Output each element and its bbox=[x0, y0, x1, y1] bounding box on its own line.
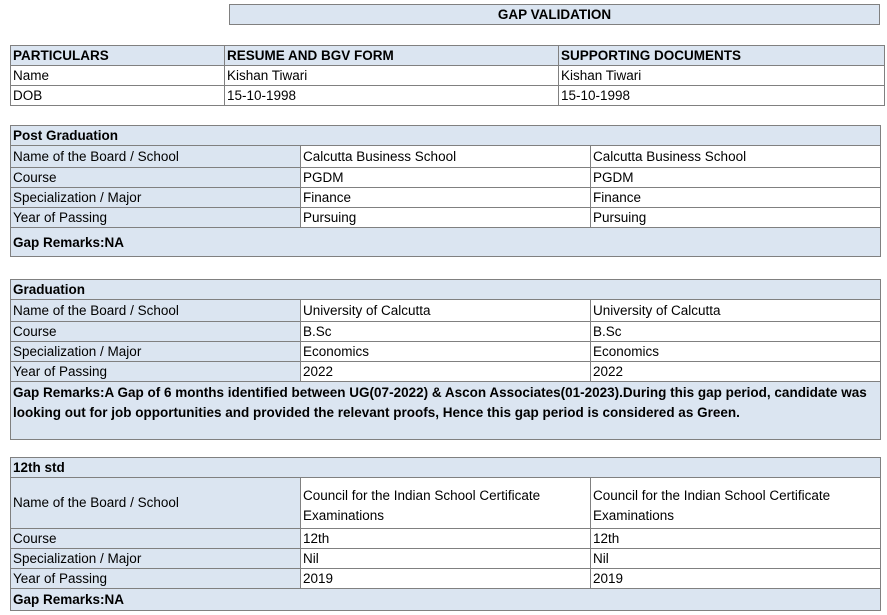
header-row bbox=[11, 46, 885, 66]
row-label: Course bbox=[11, 322, 301, 342]
row-docs: 2022 bbox=[591, 362, 881, 382]
row-resume: 2022 bbox=[301, 362, 591, 382]
row-label: Course bbox=[11, 529, 301, 549]
row-docs: Pursuing bbox=[591, 208, 881, 228]
remarks-row bbox=[11, 589, 881, 611]
table-row bbox=[11, 342, 881, 362]
personal-table bbox=[10, 45, 885, 106]
table-row bbox=[11, 322, 881, 342]
row-docs: University of Calcutta bbox=[591, 300, 881, 322]
page-title: GAP VALIDATION bbox=[229, 4, 880, 25]
row-label: Specialization / Major bbox=[11, 549, 301, 569]
row-label: Year of Passing bbox=[11, 362, 301, 382]
row-resume: Economics bbox=[301, 342, 591, 362]
row-docs: Economics bbox=[591, 342, 881, 362]
gap-remarks: Gap Remarks:A Gap of 6 months identified between UG(07-2022) & Ascon Associates(01-2023).During this gap period, candidate was looking out for job opportunities and provided the relevant proofs, Hence this gap period is considered as Green. bbox=[11, 382, 881, 440]
gap-remarks: Gap Remarks:NA bbox=[11, 589, 881, 611]
row-resume: Nil bbox=[301, 549, 591, 569]
table-row bbox=[11, 208, 881, 228]
row-docs: PGDM bbox=[591, 168, 881, 188]
section-header-row bbox=[11, 126, 881, 146]
row-label: Specialization / Major bbox=[11, 188, 301, 208]
table-row bbox=[11, 168, 881, 188]
row-resume: Pursuing bbox=[301, 208, 591, 228]
table-row bbox=[11, 478, 881, 529]
row-label: Name bbox=[11, 66, 225, 86]
row-label: Name of the Board / School bbox=[11, 300, 301, 322]
row-label: Name of the Board / School bbox=[11, 478, 301, 529]
row-resume: Finance bbox=[301, 188, 591, 208]
table-row bbox=[11, 362, 881, 382]
table-row bbox=[11, 549, 881, 569]
row-docs: Nil bbox=[591, 549, 881, 569]
table-row bbox=[11, 86, 885, 106]
row-docs: Council for the Indian School Certificate Examinations bbox=[591, 478, 881, 529]
row-resume: Council for the Indian School Certificate Examinations bbox=[301, 478, 591, 529]
remarks-row bbox=[11, 228, 881, 257]
row-label: Name of the Board / School bbox=[11, 146, 301, 168]
row-docs: B.Sc bbox=[591, 322, 881, 342]
row-docs: Kishan Tiwari bbox=[559, 66, 885, 86]
row-resume: 12th bbox=[301, 529, 591, 549]
row-label: Specialization / Major bbox=[11, 342, 301, 362]
row-resume: Calcutta Business School bbox=[301, 146, 591, 168]
row-resume: 2019 bbox=[301, 569, 591, 589]
table-row bbox=[11, 529, 881, 549]
row-docs: Finance bbox=[591, 188, 881, 208]
table-row bbox=[11, 66, 885, 86]
section-title: Post Graduation bbox=[11, 126, 881, 146]
section-title: Graduation bbox=[11, 280, 881, 300]
gap-remarks: Gap Remarks:NA bbox=[11, 228, 881, 257]
graduation-table bbox=[10, 279, 881, 440]
row-docs: 2019 bbox=[591, 569, 881, 589]
twelfth-table bbox=[10, 457, 881, 611]
row-docs: Calcutta Business School bbox=[591, 146, 881, 168]
header-resume: RESUME AND BGV FORM bbox=[225, 46, 559, 66]
row-docs: 15-10-1998 bbox=[559, 86, 885, 106]
row-resume: University of Calcutta bbox=[301, 300, 591, 322]
section-title: 12th std bbox=[11, 458, 881, 478]
remarks-row bbox=[11, 382, 881, 440]
section-header-row bbox=[11, 458, 881, 478]
row-resume: PGDM bbox=[301, 168, 591, 188]
table-row bbox=[11, 569, 881, 589]
header-docs: SUPPORTING DOCUMENTS bbox=[559, 46, 885, 66]
row-resume: Kishan Tiwari bbox=[225, 66, 559, 86]
row-label: Year of Passing bbox=[11, 208, 301, 228]
row-label: Course bbox=[11, 168, 301, 188]
table-row bbox=[11, 300, 881, 322]
row-resume: 15-10-1998 bbox=[225, 86, 559, 106]
table-row bbox=[11, 146, 881, 168]
post-graduation-table bbox=[10, 125, 881, 257]
row-label: DOB bbox=[11, 86, 225, 106]
row-docs: 12th bbox=[591, 529, 881, 549]
row-label: Year of Passing bbox=[11, 569, 301, 589]
section-header-row bbox=[11, 280, 881, 300]
row-resume: B.Sc bbox=[301, 322, 591, 342]
header-particulars: PARTICULARS bbox=[11, 46, 225, 66]
table-row bbox=[11, 188, 881, 208]
